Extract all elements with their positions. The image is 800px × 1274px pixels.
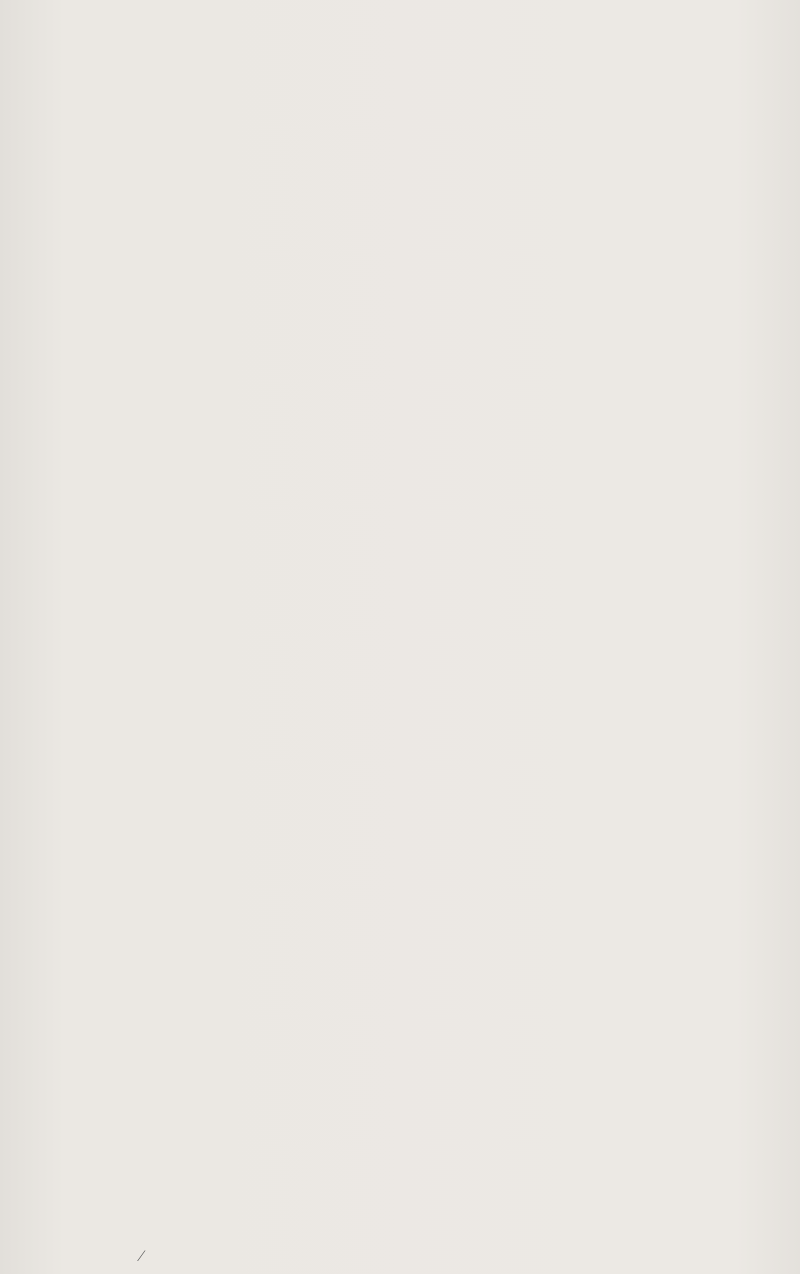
running-head xyxy=(0,64,800,84)
stray-pencil-mark: ⁄ xyxy=(140,1248,143,1265)
